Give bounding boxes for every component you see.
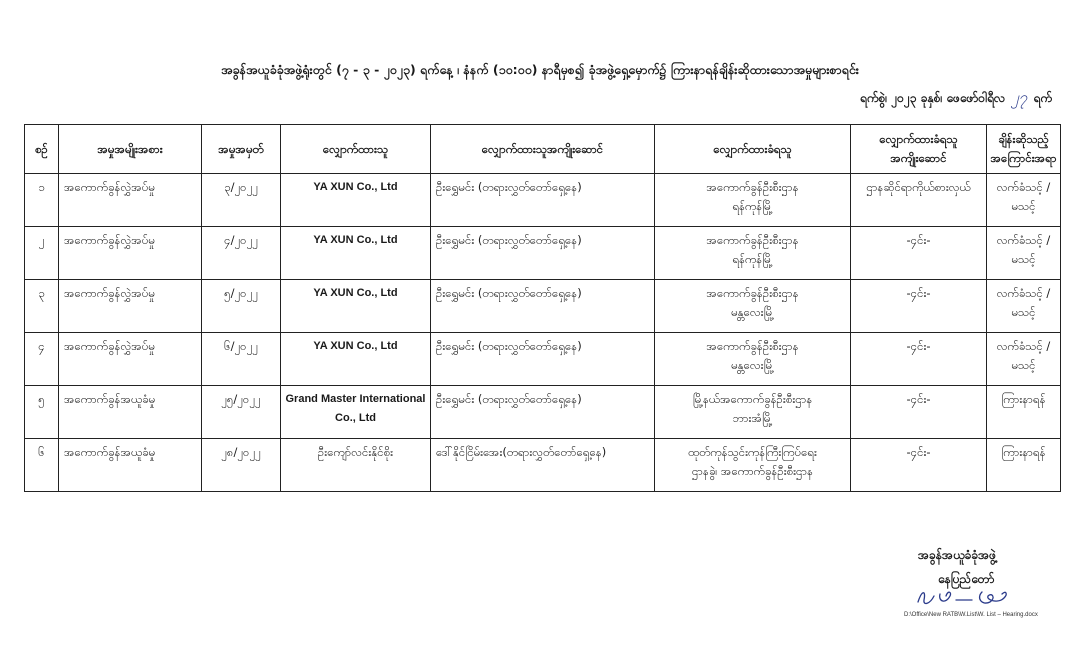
cell-applicant: YA XUN Co., Ltd <box>281 227 431 280</box>
cell-respondent-representative: -၄င်း- <box>851 439 987 492</box>
header-case-type: အမှုအမျိုးအစား <box>59 125 202 174</box>
table-row <box>25 174 1061 227</box>
table-row <box>25 227 1061 280</box>
date-prefix: ရက်စွဲ၊ ၂၀၂၃ ခုနှစ်၊ ဖေဖော်ဝါရီလ <box>859 91 1006 105</box>
cell-case-number: ၄/၂၀၂၂ <box>202 227 281 280</box>
cell-applicant: YA XUN Co., Ltd <box>281 174 431 227</box>
signing-location: နေပြည်တော် <box>938 572 995 586</box>
cell-no: ၅ <box>25 386 59 439</box>
cell-no: ၆ <box>25 439 59 492</box>
cell-case-number: ၆/၂၀၂၂ <box>202 333 281 386</box>
cell-respondent-representative: ဌာနဆိုင်ရာကိုယ်စားလှယ် <box>851 174 987 227</box>
cell-case-type: အကောက်ခွန်အယူခံမှု <box>59 386 202 439</box>
cell-no: ၂ <box>25 227 59 280</box>
cell-respondent-representative: -၄င်း- <box>851 333 987 386</box>
cell-case-type: အကောက်ခွန်လွှဲအပ်မှု <box>59 333 202 386</box>
cell-applicant-representative: ဦးရွှေမင်း (တရားလွှတ်တော်ရှေ့နေ) <box>431 386 655 439</box>
cell-respondent: အကောက်ခွန်ဦးစီးဌာန ရန်ကုန်မြို့ <box>655 174 851 227</box>
cell-applicant-representative: ဦးရွှေမင်း (တရားလွှတ်တော်ရှေ့နေ) <box>431 227 655 280</box>
cell-hearing-subject: လက်ခံသင့် / မသင့် <box>987 280 1061 333</box>
cell-applicant-representative: ဒေါ်နိုင်ငြိမ်းအေး(တရားလွှတ်တော်ရှေ့နေ) <box>431 439 655 492</box>
document-date <box>860 88 1052 110</box>
cell-case-type: အကောက်ခွန်လွှဲအပ်မှု <box>59 280 202 333</box>
cell-respondent-representative: -၄င်း- <box>851 386 987 439</box>
cell-applicant: ဦးကျော်လင်းနိုင်စိုး <box>281 439 431 492</box>
cell-case-type: အကောက်ခွန်လွှဲအပ်မှု <box>59 227 202 280</box>
header-no: စဉ် <box>25 125 59 174</box>
cell-applicant: YA XUN Co., Ltd <box>281 280 431 333</box>
cell-respondent: ထုတ်ကုန်သွင်းကုန်ကြီးကြပ်ရေး ဌာနခွဲ၊ အကောက်ခွန်ဦးစီးဌာန <box>655 439 851 492</box>
header-applicant: လျှောက်ထားသူ <box>281 125 431 174</box>
cell-hearing-subject: လက်ခံသင့် / မသင့် <box>987 174 1061 227</box>
cell-applicant-representative: ဦးရွှေမင်း (တရားလွှတ်တော်ရှေ့နေ) <box>431 174 655 227</box>
header-respondent-representative: လျှောက်ထားခံရသူ အကျိုးဆောင် <box>851 125 987 174</box>
cell-respondent: အကောက်ခွန်ဦးစီးဌာန မန္တလေးမြို့ <box>655 280 851 333</box>
cell-case-type: အကောက်ခွန်အယူခံမှု <box>59 439 202 492</box>
date-day-handwritten: ၂၇ <box>1011 88 1028 106</box>
table-row <box>25 280 1061 333</box>
signing-organization: အခွန်အယူခံခုံအဖွဲ့ <box>918 548 997 562</box>
header-hearing-subject: ချိန်းဆိုသည့် အကြောင်းအရာ <box>987 125 1061 174</box>
cell-case-number: ၅/၂၀၂၂ <box>202 280 281 333</box>
table-header-row <box>25 125 1061 174</box>
cell-respondent: အကောက်ခွန်ဦးစီးဌာန မန္တလေးမြို့ <box>655 333 851 386</box>
cell-no: ၃ <box>25 280 59 333</box>
cell-applicant-representative: ဦးရွှေမင်း (တရားလွှတ်တော်ရှေ့နေ) <box>431 333 655 386</box>
page-title: အခွန်အယူခံခုံအဖွဲ့ရုံးတွင် (၇ - ၃ - ၂၀၂၃) ရက်နေ့ ၊ နံနက် (၁၀:၀၀) နာရီမှစ၍ ခုံအဖွဲ့ရှေ့မှောက်၌ ကြားနာရန်ချိန်းဆိုထားသောအမှုများစာရင်း <box>221 62 859 77</box>
hearing-schedule-table <box>24 124 1061 492</box>
cell-case-number: ၂၈/၂၀၂၂ <box>202 439 281 492</box>
table-row <box>25 333 1061 386</box>
cell-respondent-representative: -၄င်း- <box>851 227 987 280</box>
header-respondent: လျှောက်ထားခံရသူ <box>655 125 851 174</box>
cell-hearing-subject: လက်ခံသင့် / မသင့် <box>987 227 1061 280</box>
cell-respondent: မြို့နယ်အကောက်ခွန်ဦးစီးဌာန ဘားအံမြို့ <box>655 386 851 439</box>
header-applicant-representative: လျှောက်ထားသူအကျိုးဆောင် <box>431 125 655 174</box>
cell-hearing-subject: ကြားနာရန် <box>987 386 1061 439</box>
cell-case-number: ၂၅/၂၀၂၂ <box>202 386 281 439</box>
cell-hearing-subject: လက်ခံသင့် / မသင့် <box>987 333 1061 386</box>
file-path-footer: D:\Office\New RATB\W.List\W. List – Hearing.docx <box>904 612 1038 618</box>
cell-case-number: ၃/၂၀၂၂ <box>202 174 281 227</box>
cell-no: ၄ <box>25 333 59 386</box>
cell-respondent: အကောက်ခွန်ဦးစီးဌာန ရန်ကုန်မြို့ <box>655 227 851 280</box>
table-row <box>25 439 1061 492</box>
cell-applicant-representative: ဦးရွှေမင်း (တရားလွှတ်တော်ရှေ့နေ) <box>431 280 655 333</box>
table-row <box>25 386 1061 439</box>
cell-applicant: YA XUN Co., Ltd <box>281 333 431 386</box>
cell-respondent-representative: -၄င်း- <box>851 280 987 333</box>
cell-no: ၁ <box>25 174 59 227</box>
cell-hearing-subject: ကြားနာရန် <box>987 439 1061 492</box>
date-suffix: ရက် <box>1033 91 1052 105</box>
cell-applicant: Grand Master International Co., Ltd <box>281 386 431 439</box>
handwritten-signature <box>912 584 1022 610</box>
signature-block <box>918 547 996 589</box>
header-case-number: အမှုအမှတ် <box>202 125 281 174</box>
cell-case-type: အကောက်ခွန်လွှဲအပ်မှု <box>59 174 202 227</box>
